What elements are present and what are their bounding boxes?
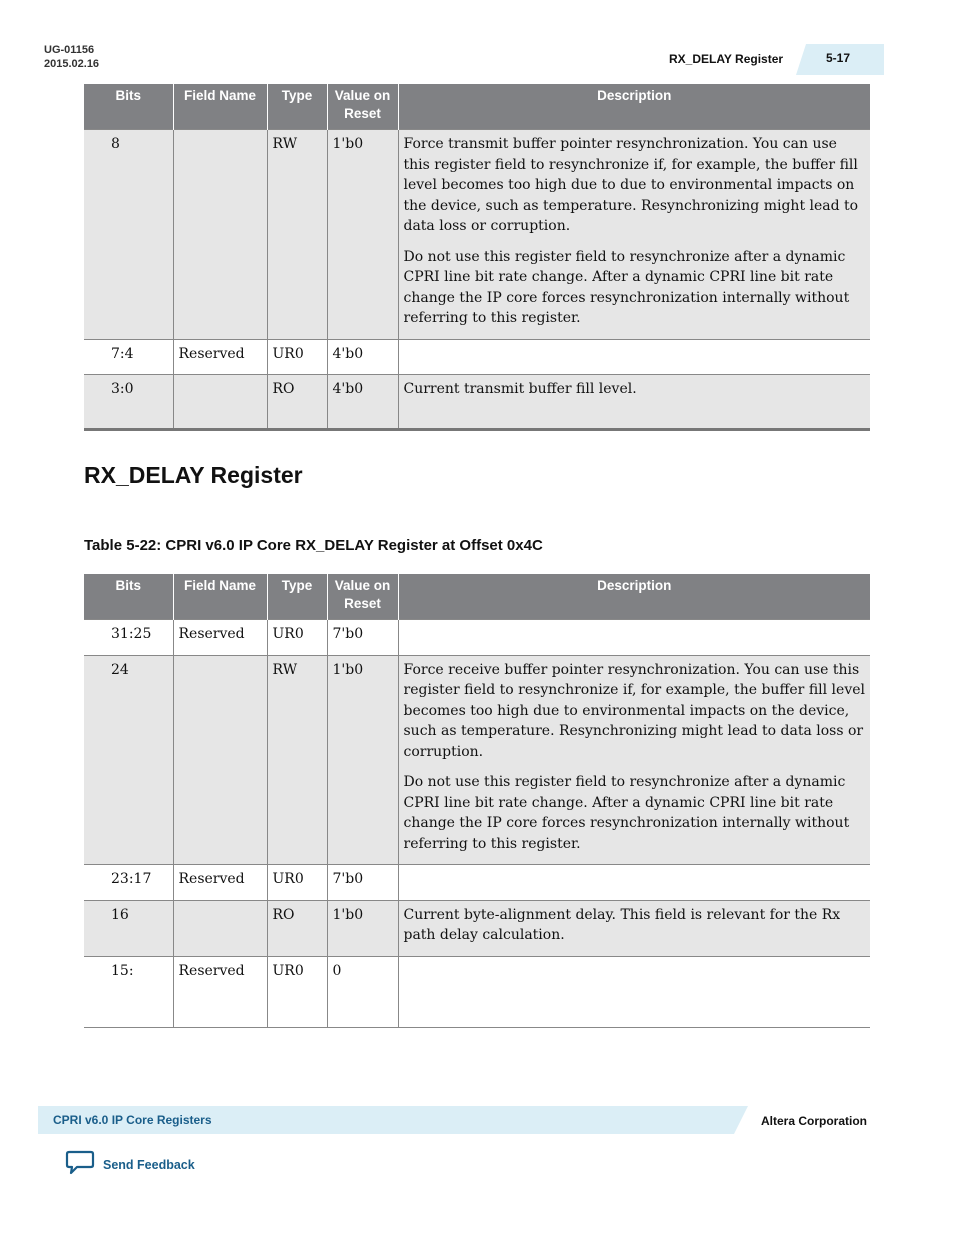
doc-id-block (44, 43, 99, 71)
table-row (84, 339, 870, 375)
send-feedback-link[interactable] (65, 1150, 195, 1180)
cell-field (173, 130, 267, 340)
description-paragraph: Force transmit buffer pointer resynchronization. You can use this register field to resynchronize if, for example, the buffer fill level becomes too high due to due to environmental impacts on the device, such as temperature. Resynchronizing might lead to data loss or corruption. (403, 136, 859, 234)
cell-description (398, 865, 870, 901)
col-header-type: Type (267, 84, 327, 130)
register-table-continued (84, 84, 870, 431)
footer-company: Altera Corporation (761, 1114, 868, 1128)
cell-bits: 8 (84, 130, 173, 340)
cell-reset: 1'b0 (327, 130, 398, 340)
cell-description (398, 130, 870, 340)
cell-bits: 24 (84, 655, 173, 865)
table-row (84, 900, 870, 956)
cell-reset: 7'b0 (327, 620, 398, 656)
speech-bubble-icon (65, 1150, 95, 1180)
col-header-field-name: Field Name (173, 84, 267, 130)
footer-chapter-link[interactable]: CPRI v6.0 IP Core Registers (53, 1113, 212, 1127)
cell-bits: 31:25 (84, 620, 173, 656)
col-header-reset: Value on Reset (327, 84, 398, 130)
cell-reset: 1'b0 (327, 655, 398, 865)
cell-description (398, 339, 870, 375)
description-paragraph: Do not use this register field to resynchronize after a dynamic CPRI line bit rate change. After a dynamic CPRI line bit rate change the IP core forces resynchronization internally without referring to this register. (403, 774, 850, 852)
table-row (84, 655, 870, 865)
cell-bits: 7:4 (84, 339, 173, 375)
col-header-description: Description (398, 574, 870, 620)
cell-type: RO (267, 375, 327, 430)
col-header-bits: Bits (84, 84, 173, 130)
header-page-number: 5-17 (826, 51, 851, 65)
cell-type: UR0 (267, 339, 327, 375)
table-row (84, 375, 870, 430)
cell-bits: 15: (84, 956, 173, 1028)
cell-description (398, 900, 870, 956)
cell-type: RO (267, 900, 327, 956)
send-feedback-label: Send Feedback (103, 1158, 195, 1172)
cell-description (398, 956, 870, 1028)
cell-bits: 23:17 (84, 865, 173, 901)
description-paragraph: Current transmit buffer fill level. (403, 381, 637, 397)
table-caption: Table 5-22: CPRI v6.0 IP Core RX_DELAY Register at Offset 0x4C (84, 537, 543, 554)
doc-date: 2015.02.16 (44, 58, 100, 70)
cell-type: RW (267, 130, 327, 340)
cell-field: Reserved (173, 339, 267, 375)
cell-bits: 3:0 (84, 375, 173, 430)
cell-reset: 4'b0 (327, 375, 398, 430)
table-row (84, 130, 870, 340)
header-section-title: RX_DELAY Register (669, 52, 784, 66)
cell-type: UR0 (267, 620, 327, 656)
cell-field: Reserved (173, 865, 267, 901)
table-header-row (84, 84, 870, 130)
cell-type: RW (267, 655, 327, 865)
table-row (84, 956, 870, 1028)
cell-type: UR0 (267, 956, 327, 1028)
cell-reset: 7'b0 (327, 865, 398, 901)
cell-reset: 4'b0 (327, 339, 398, 375)
cell-description (398, 655, 870, 865)
rx-delay-register-table (84, 574, 870, 1028)
cell-bits: 16 (84, 900, 173, 956)
cell-type: UR0 (267, 865, 327, 901)
cell-reset: 1'b0 (327, 900, 398, 956)
table-row (84, 865, 870, 901)
description-paragraph: Do not use this register field to resynchronize after a dynamic CPRI line bit rate change. After a dynamic CPRI line bit rate change the IP core forces resynchronization internally without referring to this register. (403, 248, 850, 326)
cell-field (173, 375, 267, 430)
col-header-description: Description (398, 84, 870, 130)
col-header-bits: Bits (84, 574, 173, 620)
table-row (84, 620, 870, 656)
cell-field: Reserved (173, 956, 267, 1028)
cell-description (398, 375, 870, 430)
cell-description (398, 620, 870, 656)
section-title: RX_DELAY Register (84, 462, 303, 488)
col-header-reset: Value on Reset (327, 574, 398, 620)
col-header-type: Type (267, 574, 327, 620)
col-header-field-name: Field Name (173, 574, 267, 620)
cell-field: Reserved (173, 620, 267, 656)
cell-reset: 0 (327, 956, 398, 1028)
doc-id: UG-01156 (44, 44, 95, 56)
cell-field (173, 655, 267, 865)
description-paragraph: Current byte-alignment delay. This field is relevant for the Rx path delay calculation. (403, 906, 841, 943)
cell-field (173, 900, 267, 956)
description-paragraph: Force receive buffer pointer resynchronization. You can use this register field to resynchronize if, for example, the buffer fill level becomes too high due to environmental impacts on the device, such as temperature. Resynchronizing might lead to data loss or corruption. (403, 661, 865, 760)
table-header-row (84, 574, 870, 620)
